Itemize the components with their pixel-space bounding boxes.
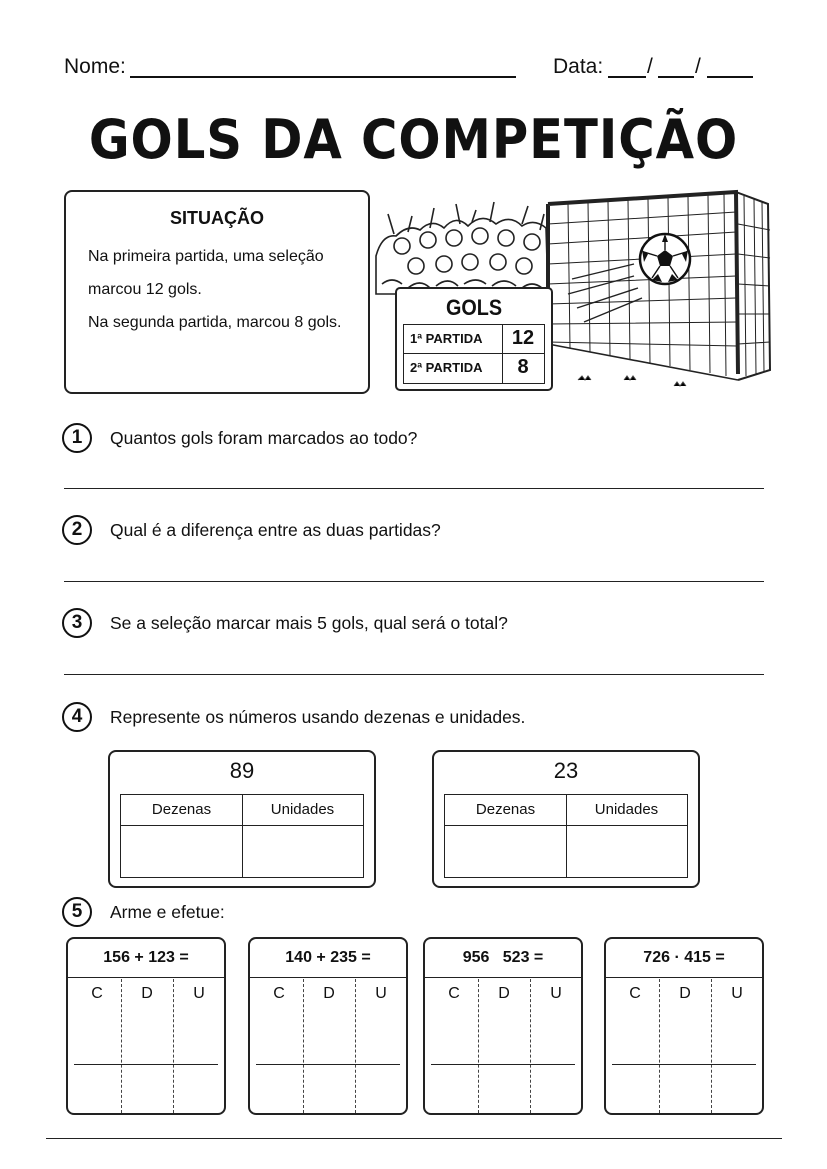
question-number: 5 bbox=[62, 897, 92, 927]
units-label: U bbox=[550, 985, 562, 1002]
tens-label: D bbox=[141, 985, 153, 1002]
scoreboard-row-label: 1ª PARTIDA bbox=[410, 331, 483, 346]
situation-line: marcou 12 gols. bbox=[88, 281, 202, 298]
question-text: Represente os números usando dezenas e unidades. bbox=[110, 707, 526, 727]
name-label: Nome: bbox=[64, 55, 126, 78]
footer-divider bbox=[46, 1138, 782, 1139]
situation-line: Na primeira partida, uma seleção bbox=[88, 248, 324, 265]
question-text: Qual é a diferença entre as duas partidas? bbox=[110, 520, 441, 540]
place-value-table bbox=[444, 794, 688, 878]
scoreboard-title: GOLS bbox=[445, 295, 503, 320]
units-answer-cell[interactable] bbox=[567, 826, 687, 878]
tens-label: D bbox=[323, 985, 335, 1002]
units-label: U bbox=[193, 985, 205, 1002]
tens-answer-cell[interactable] bbox=[121, 826, 242, 878]
tens-answer-cell[interactable] bbox=[445, 826, 566, 878]
tens-header: Dezenas bbox=[475, 801, 536, 818]
answer-line[interactable] bbox=[64, 488, 764, 489]
date-year-field[interactable] bbox=[707, 76, 753, 78]
page-title: GOLS DA COMPETIÇÃO bbox=[88, 108, 739, 171]
operation-box[interactable] bbox=[604, 937, 764, 1115]
situation-title: SITUAÇÃO bbox=[170, 208, 264, 228]
date-month-field[interactable] bbox=[658, 76, 694, 78]
units-header: Unidades bbox=[270, 801, 335, 818]
scoreboard-row-value: 8 bbox=[517, 356, 529, 378]
units-header: Unidades bbox=[594, 801, 659, 818]
place-value-number: 89 bbox=[229, 758, 255, 783]
operation-box[interactable] bbox=[248, 937, 408, 1115]
scoreboard bbox=[395, 287, 553, 391]
units-answer-cell[interactable] bbox=[243, 826, 363, 878]
answer-line[interactable] bbox=[64, 581, 764, 582]
name-field[interactable] bbox=[130, 76, 516, 78]
date-separator: / bbox=[695, 55, 701, 78]
question-number: 1 bbox=[62, 423, 92, 453]
crowd-icon bbox=[376, 202, 548, 294]
hundreds-label: C bbox=[91, 985, 103, 1002]
scoreboard-row-value: 12 bbox=[511, 327, 535, 349]
operation-expression: 956 523 = bbox=[462, 949, 544, 966]
hundreds-label: C bbox=[629, 985, 641, 1002]
situation-box bbox=[64, 190, 370, 394]
hundreds-label: C bbox=[273, 985, 285, 1002]
situation-line: Na segunda partida, marcou 8 gols. bbox=[88, 314, 342, 331]
operation-expression: 140 + 235 = bbox=[285, 949, 371, 966]
units-label: U bbox=[375, 985, 387, 1002]
tens-label: D bbox=[679, 985, 691, 1002]
operation-expression: 156 + 123 = bbox=[103, 949, 189, 966]
operation-box[interactable] bbox=[66, 937, 226, 1115]
place-value-table bbox=[120, 794, 364, 878]
date-separator: / bbox=[647, 55, 653, 78]
date-label: Data: bbox=[553, 55, 604, 78]
answer-line[interactable] bbox=[64, 674, 764, 675]
units-label: U bbox=[731, 985, 743, 1002]
tens-label: D bbox=[498, 985, 510, 1002]
question-number: 2 bbox=[62, 515, 92, 545]
soccer-ball-icon bbox=[640, 234, 690, 284]
place-value-number: 23 bbox=[553, 758, 579, 783]
tens-header: Dezenas bbox=[151, 801, 212, 818]
operation-box[interactable] bbox=[423, 937, 583, 1115]
question-number: 3 bbox=[62, 608, 92, 638]
date-day-field[interactable] bbox=[608, 76, 646, 78]
scoreboard-row-label: 2ª PARTIDA bbox=[410, 360, 483, 375]
question-text: Se a seleção marcar mais 5 gols, qual será o total? bbox=[110, 613, 508, 633]
question-number: 4 bbox=[62, 702, 92, 732]
question-text: Arme e efetue: bbox=[110, 902, 225, 922]
question-text: Quantos gols foram marcados ao todo? bbox=[110, 428, 418, 448]
place-value-box bbox=[108, 750, 376, 888]
place-value-box bbox=[432, 750, 700, 888]
operation-expression: 726 · 415 = bbox=[643, 949, 725, 966]
hundreds-label: C bbox=[448, 985, 460, 1002]
goal-icon bbox=[548, 192, 770, 380]
